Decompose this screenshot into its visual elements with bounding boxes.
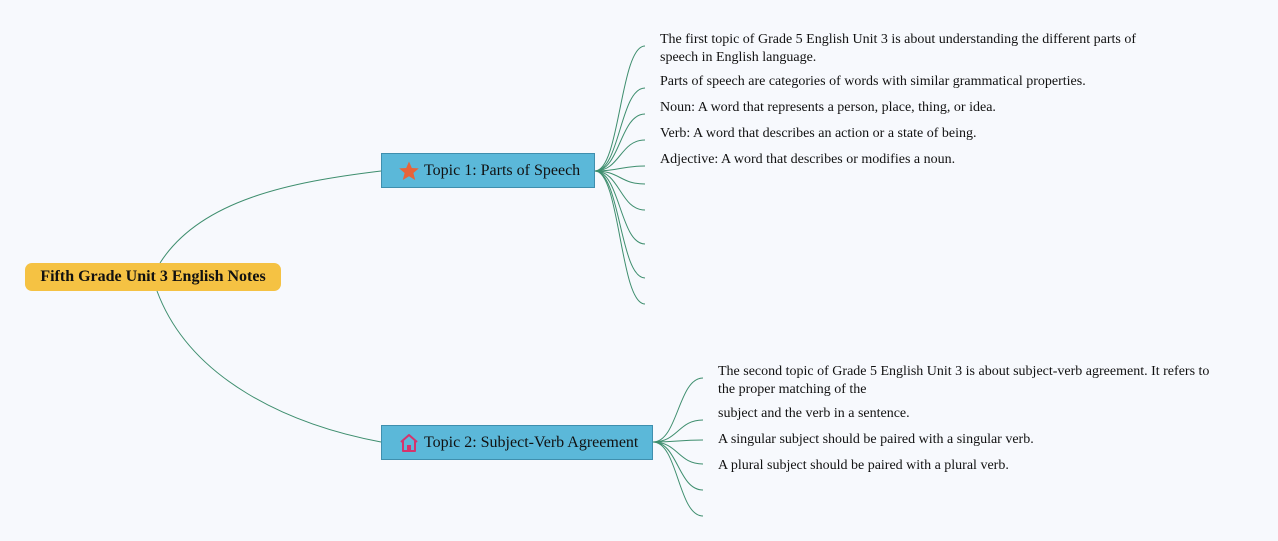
- topic1-branch-line-0: [595, 46, 645, 171]
- note-item: A singular subject should be paired with a singular verb.: [718, 432, 1034, 447]
- topic1-branch-line-2: [595, 114, 645, 171]
- note-item: The first topic of Grade 5 English Unit 3 is about understanding the different parts of speech in English language.: [660, 32, 1137, 65]
- note-item: Verb: A word that describes an action or a state of being.: [660, 126, 977, 141]
- topic1-branch-line-5: [595, 171, 645, 184]
- note-item: Noun: A word that represents a person, place, thing, or idea.: [660, 100, 996, 115]
- topic2-branch-line-0: [653, 378, 703, 442]
- topic1-branch-line-7: [595, 171, 645, 244]
- topic1-branch-line-6: [595, 171, 645, 210]
- topic1-branch-line-1: [595, 88, 645, 171]
- note-item: A plural subject should be paired with a plural verb.: [718, 458, 1009, 473]
- root-node[interactable]: [25, 263, 281, 291]
- topic-node-subject-verb-agreement[interactable]: [381, 425, 653, 460]
- topic2-branch-line-3: [653, 442, 703, 464]
- star-icon: [398, 160, 420, 182]
- topic1-branch-line-8: [595, 171, 645, 278]
- note-item: subject and the verb in a sentence.: [718, 406, 910, 421]
- note-item: The second topic of Grade 5 English Unit 3 is about subject-verb agreement. It refers to the proper matching of the: [718, 364, 1210, 397]
- root-to-topic2-line: [157, 291, 381, 442]
- topic2-branch-line-1: [653, 420, 703, 442]
- home-icon: [398, 432, 420, 454]
- root-label: Fifth Grade Unit 3 English Notes: [40, 268, 266, 285]
- note-item: Parts of speech are categories of words with similar grammatical properties.: [660, 74, 1086, 89]
- topic-node-parts-of-speech[interactable]: [381, 153, 595, 188]
- topic2-branch-line-4: [653, 442, 703, 490]
- root-to-topic1-line: [160, 171, 381, 263]
- note-item: Adjective: A word that describes or modifies a noun.: [660, 152, 956, 167]
- topic-label: Topic 2: Subject-Verb Agreement: [424, 433, 639, 451]
- topic-label: Topic 1: Parts of Speech: [424, 161, 581, 179]
